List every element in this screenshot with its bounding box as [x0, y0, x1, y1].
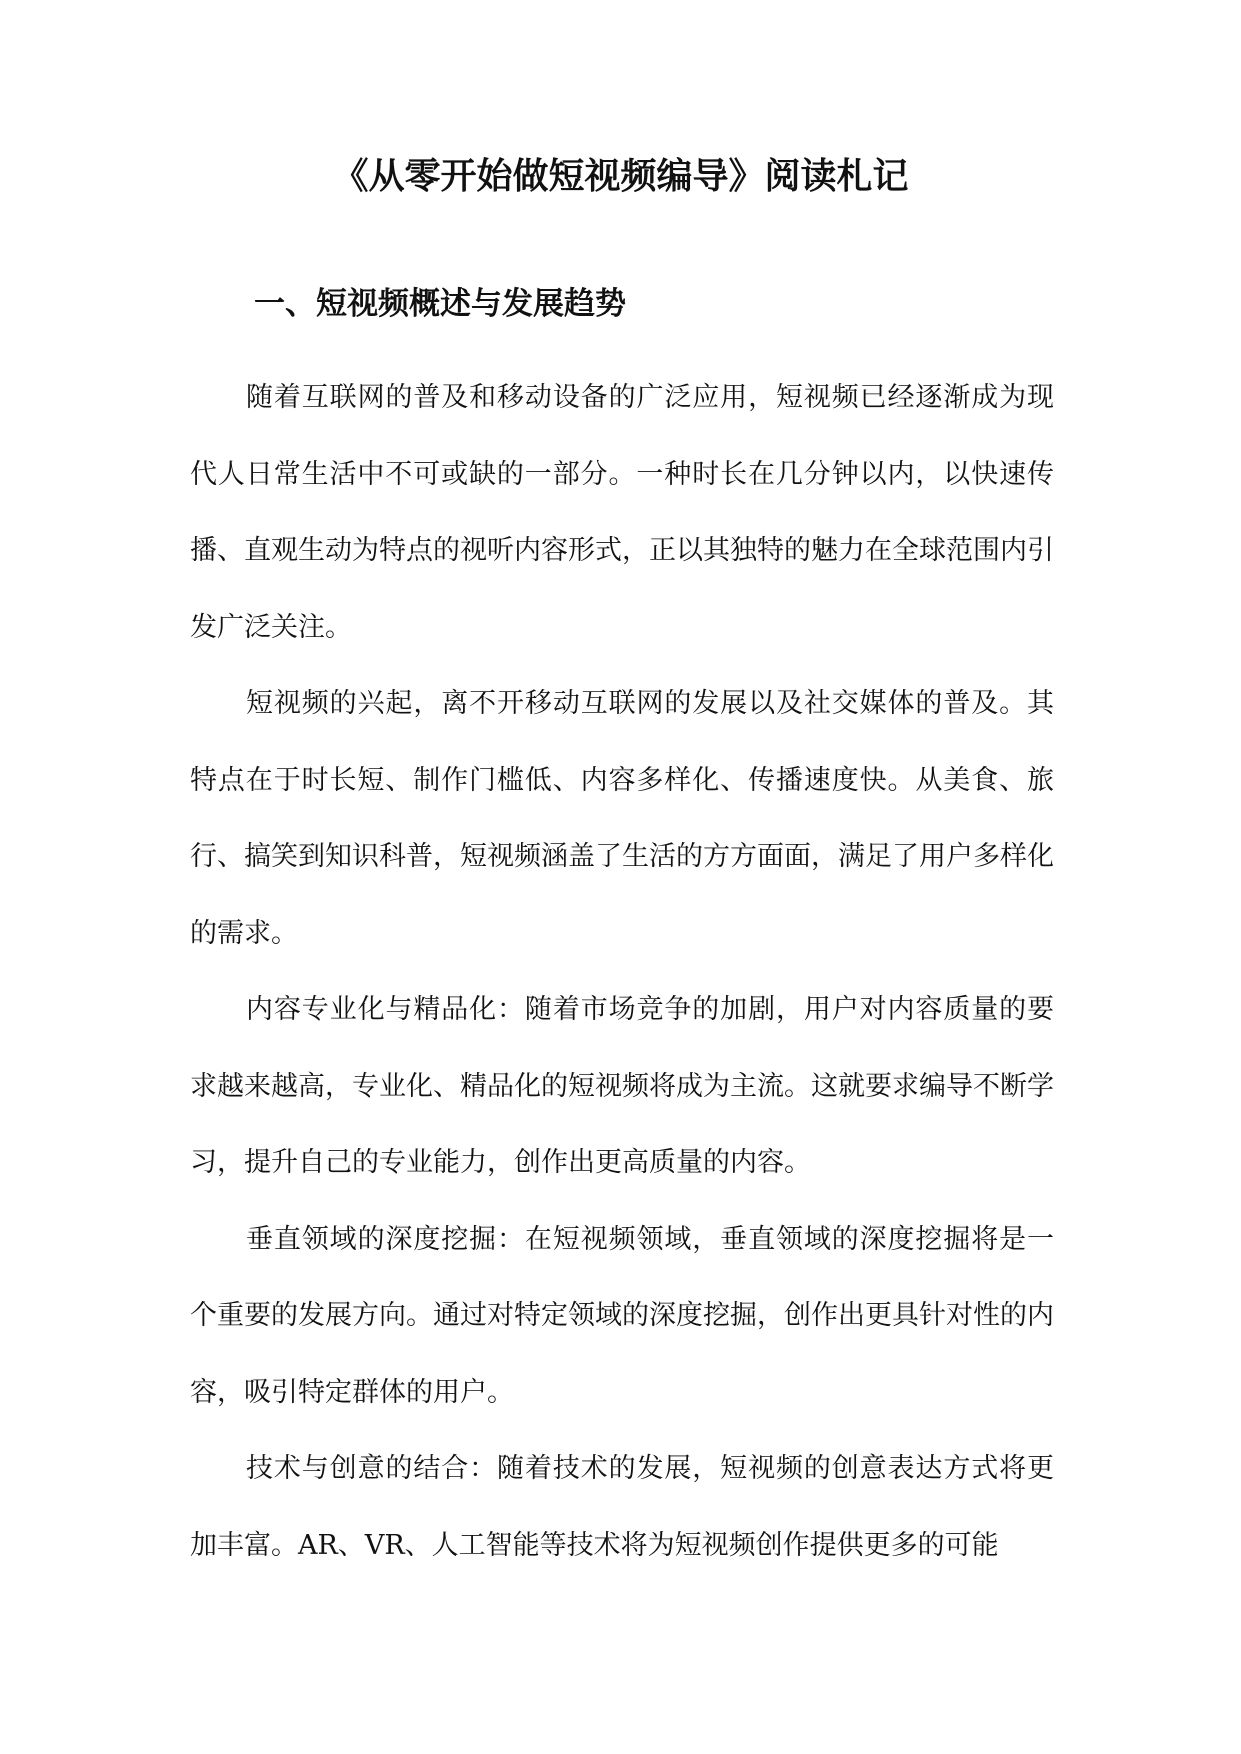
paragraph: 短视频的兴起，离不开移动互联网的发展以及社交媒体的普及。其特点在于时长短、制作门槛低、内容多样化、传播速度快。从美食、旅行、搞笑到知识科普，短视频涵盖了生活的方方面面，满足了用户多样化的需求。 [190, 688, 1054, 949]
section-heading: 一、短视频概述与发展趋势 [254, 286, 626, 322]
paragraph: 垂直领域的深度挖掘：在短视频领域，垂直领域的深度挖掘将是一个重要的发展方向。通过对特定领域的深度挖掘，创作出更具针对性的内容，吸引特定群体的用户。 [190, 1223, 1054, 1408]
section-body [190, 360, 1054, 1584]
paragraph: 技术与创意的结合：随着技术的发展，短视频的创意表达方式将更加丰富。AR、VR、人工智能等技术将为短视频创作提供更多的可能 [190, 1453, 1054, 1561]
paragraph: 内容专业化与精品化：随着市场竞争的加剧，用户对内容质量的要求越来越高，专业化、精品化的短视频将成为主流。这就要求编导不断学习，提升自己的专业能力，创作出更高质量的内容。 [190, 994, 1054, 1178]
document-title: 《从零开始做短视频编导》阅读札记 [332, 155, 909, 197]
paragraph: 随着互联网的普及和移动设备的广泛应用，短视频已经逐渐成为现代人日常生活中不可或缺的一部分。一种时长在几分钟以内，以快速传播、直观生动为特点的视听内容形式，正以其独特的魅力在全球范围内引发广泛关注。 [190, 382, 1054, 643]
